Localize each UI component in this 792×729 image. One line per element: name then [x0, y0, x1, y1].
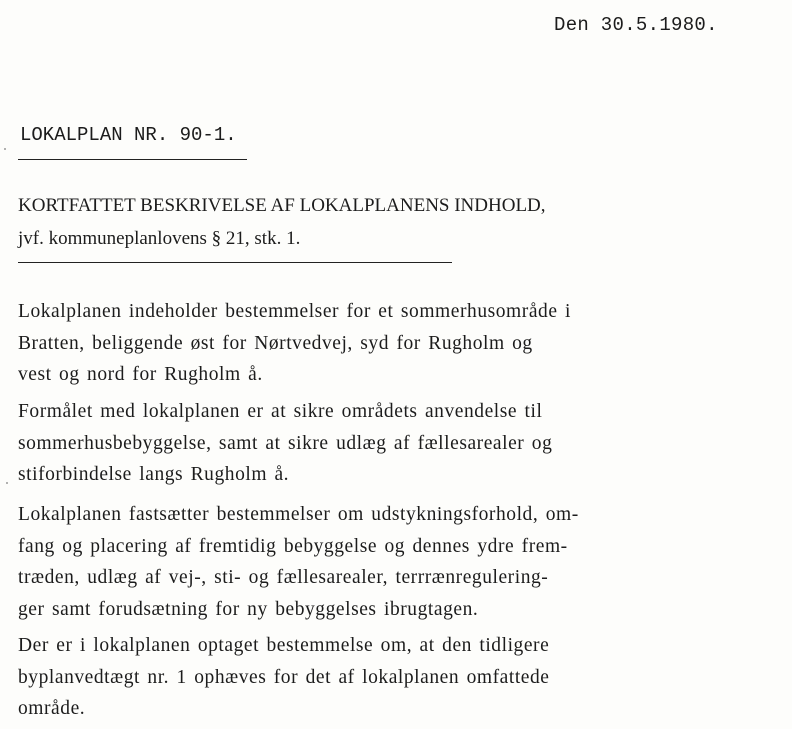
heading-line-1: KORTFATTET BESKRIVELSE AF LOKALPLANENS INDHOLD, [18, 195, 546, 216]
paragraph-line: område. [18, 698, 86, 719]
paragraph-line: Formålet med lokalplanen er at sikre områdets anvendelse til [18, 401, 543, 422]
paragraph-line: ger samt forudsætning for ny bebyggelses ibrugtagen. [18, 598, 479, 620]
scan-speck [4, 148, 6, 150]
paragraph-2 [18, 396, 552, 491]
scan-speck [6, 482, 8, 484]
document-date: Den 30.5.1980. [554, 14, 718, 36]
paragraph-line: Lokalplanen indeholder bestemmelser for et sommerhusområde i [18, 301, 571, 322]
paragraph-4 [18, 630, 550, 725]
section-heading [18, 189, 546, 255]
paragraph-line: stiforbindelse langs Rugholm å. [18, 464, 290, 485]
paragraph-line: fang og placering af fremtidig bebyggelse og dennes ydre frem- [18, 535, 568, 557]
paragraph-line: Bratten, beliggende øst for Nørtvedvej, syd for Rugholm og [18, 332, 533, 354]
paragraph-line: træden, udlæg af vej-, sti- og fællesarealer, terrrænregulering- [18, 567, 549, 588]
paragraph-1 [18, 296, 571, 391]
paragraph-3 [18, 499, 579, 625]
paragraph-line: sommerhusbebyggelse, samt at sikre udlæg af fællesarealer og [18, 432, 553, 454]
paragraph-line: Lokalplanen fastsætter bestemmelser om udstykningsforhold, om- [18, 504, 579, 525]
paragraph-line: Der er i lokalplanen optaget bestemmelse om, at den tidligere [18, 635, 550, 656]
heading-underline [18, 262, 452, 263]
paragraph-line: byplanvedtægt nr. 1 ophæves for det af lokalplanen omfattede [18, 666, 550, 688]
heading-line-2: jvf. kommuneplanlovens § 21, stk. 1. [18, 228, 301, 249]
paragraph-line: vest og nord for Rugholm å. [18, 364, 263, 385]
plan-title: LOKALPLAN NR. 90-1. [20, 124, 237, 146]
title-underline [18, 159, 247, 160]
